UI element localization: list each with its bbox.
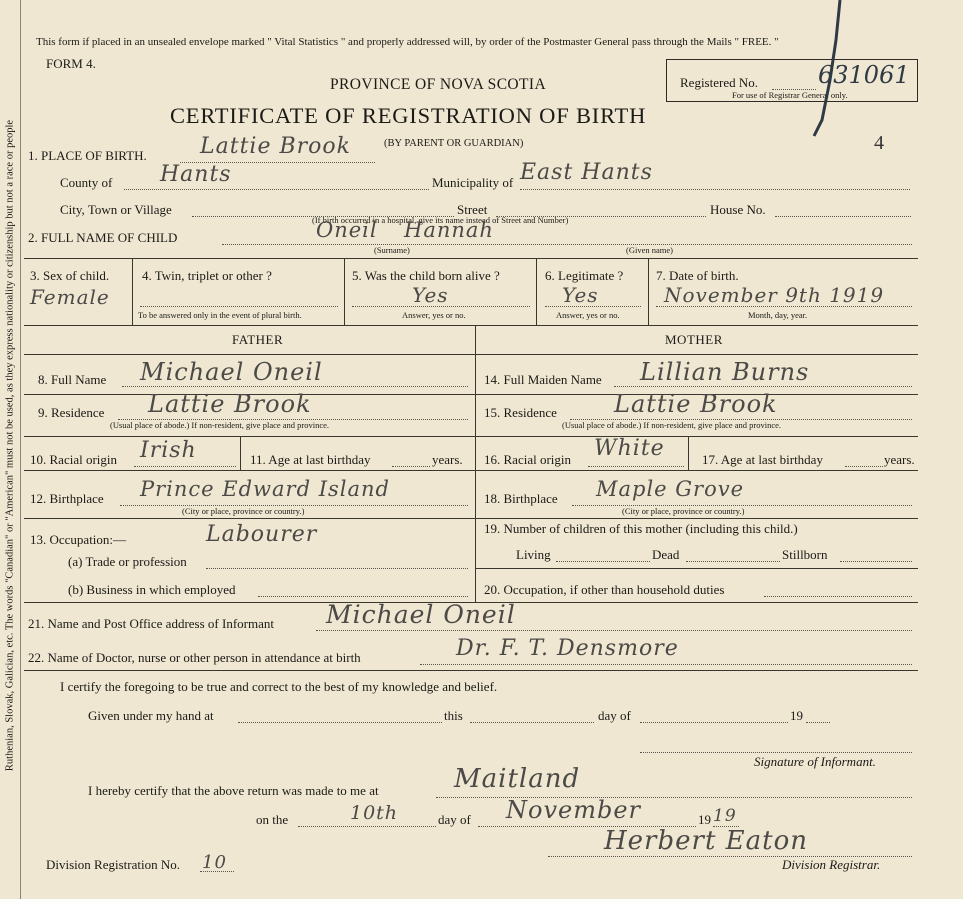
col-rule-4 [648,258,649,325]
registrar-statement: I hereby certify that the above return was made to me at [88,783,379,798]
this-dots [470,722,594,723]
registrar-signature: Herbert Eaton [604,826,808,856]
this-label: this [444,708,463,723]
house-dots [775,216,911,217]
mother-rule-2 [475,436,918,437]
informant-value: Michael Oneil [326,600,516,629]
twin-label: 4. Twin, triplet or other ? [142,268,272,283]
living-dots [556,561,650,562]
stillborn-dots [840,561,912,562]
mail-notice: This form if placed in an unsealed envelope marked " Vital Statistics " and properly addressed will, by order of the Postmaster General pass through the Mails " FREE. " [36,36,779,48]
twin-note: To be answered only in the event of plural birth. [138,310,302,320]
pen-stroke-mark [796,0,856,140]
born-alive-label: 5. Was the child born alive ? [352,268,500,283]
informant-rule [24,670,918,671]
certify-statement: I certify the foregoing to be true and correct to the best of my knowledge and belief. [60,679,498,694]
father-rule-3 [24,470,475,471]
division-registration-no: 10 [202,852,227,873]
mother-racial-dots [588,466,684,467]
col-rule-1 [132,258,133,325]
mother-rule-3 [475,470,918,471]
city-label: City, Town or Village [60,202,172,217]
month-dots [640,722,788,723]
given-place-dots [238,722,442,723]
corner-mark: 4 [874,132,884,154]
mother-name-label: 14. Full Maiden Name [484,372,602,387]
given-under-label: Given under my hand at [88,708,214,723]
county-label: County of [60,175,113,190]
parents-divider [475,325,476,602]
father-residence-note: (Usual place of abode.) If non-resident, give place and province. [110,420,330,430]
row-rule-bottom [24,325,918,326]
municipality-dots [520,189,910,190]
legitimate-label: 6. Legitimate ? [545,268,624,283]
registrar-place: Maitland [454,764,581,794]
mother-occupation-label: 20. Occupation, if other than household duties [484,582,725,597]
given-name-caption: (Given name) [626,245,673,255]
born-alive-note: Answer, yes or no. [402,310,466,320]
mother-rule-5 [475,568,918,569]
mother-age-dots [845,466,883,467]
registrar-use-note: For use of Registrar General only. [732,90,848,100]
street-label: Street [457,202,488,217]
mother-years-label: years. [884,452,915,467]
dead-dots [686,561,780,562]
registered-number: 631061 [818,61,910,89]
child-name-label: 2. FULL NAME OF CHILD [28,230,178,245]
form-number: FORM 4. [46,56,96,71]
row-rule-top [24,258,918,259]
legitimate-value: Yes [562,283,599,307]
sex-value: Female [30,285,110,309]
mother-racial-value: White [594,436,665,461]
father-rule-2 [24,436,475,437]
mother-residence-value: Lattie Brook [614,390,778,418]
surname-caption: (Surname) [374,245,410,255]
twin-dots [140,306,338,307]
parents-head-rule [24,354,918,355]
father-residence-label: 9. Residence [38,405,105,420]
mother-name-value: Lillian Burns [640,358,810,386]
born-alive-value: Yes [412,283,449,307]
father-occupation-value: Labourer [206,522,318,547]
children-count-label: 19. Number of children of this mother (including this child.) [484,521,798,536]
parents-rule-4 [24,518,918,519]
trade-dots [206,568,468,569]
father-heading: FATHER [232,332,284,347]
registered-label: Registered No. [680,75,758,90]
margin-rule [20,0,21,899]
registrar-signature-caption: Division Registrar. [782,857,881,872]
business-label: (b) Business in which employed [68,582,236,597]
informant-signature-dots [640,752,912,753]
registrar-month: November [506,796,642,824]
province-heading: PROVINCE OF NOVA SCOTIA [330,76,547,93]
doctor-dots [420,664,912,665]
father-racial-value: Irish [140,438,197,463]
dob-note: Month, day, year. [748,310,808,320]
registrar-year-suffix: 19 [713,806,737,826]
house-label: House No. [710,202,766,217]
on-the-dots [298,826,436,827]
registrar-year-prefix: 19 [698,812,711,827]
informant-label: 21. Name and Post Office address of Informant [28,616,274,631]
father-age-label: 11. Age at last birthday [250,452,371,467]
registrar-day: 10th [350,802,399,824]
mother-name-dots [614,386,912,387]
county-dots [124,189,429,190]
dead-label: Dead [652,547,680,562]
municipality-label: Municipality of [432,175,514,190]
mother-birthplace-label: 18. Birthplace [484,491,558,506]
mother-heading: MOTHER [665,332,723,347]
county-value: Hants [160,162,232,187]
hospital-note: (If birth occurred in a hospital, give its name instead of Street and Number) [312,215,569,225]
legitimate-note: Answer, yes or no. [556,310,620,320]
year-dots [806,722,830,723]
mother-birthplace-value: Maple Grove [596,477,745,501]
father-name-value: Michael Oneil [140,358,323,386]
place-of-birth-value: Lattie Brook [200,134,351,159]
trade-label: (a) Trade or profession [68,554,187,569]
sex-label: 3. Sex of child. [30,268,110,283]
living-label: Living [516,547,551,562]
date-of-birth-label: 7. Date of birth. [656,268,739,283]
mother-residence-label: 15. Residence [484,405,557,420]
father-birthplace-value: Prince Edward Island [140,477,390,501]
stillborn-label: Stillborn [782,547,828,562]
on-the-label: on the [256,812,289,827]
mother-age-rule [688,436,689,470]
mother-birthplace-note: (City or place, province or country.) [622,506,745,516]
father-occupation-label: 13. Occupation:— [30,532,127,547]
father-birthplace-label: 12. Birthplace [30,491,104,506]
division-registration-label: Division Registration No. [46,857,180,872]
mother-residence-note: (Usual place of abode.) If non-resident, give place and province. [562,420,782,430]
child-surname: Oneil [316,218,378,242]
certificate-title: CERTIFICATE OF REGISTRATION OF BIRTH [170,103,647,128]
municipality-value: East Hants [520,160,653,185]
col-rule-3 [536,258,537,325]
registrar-day-of-label: day of [438,812,471,827]
side-margin-note [0,0,20,899]
mother-racial-label: 16. Racial origin [484,452,572,467]
informant-dots [316,630,912,631]
father-name-label: 8. Full Name [38,372,107,387]
doctor-label: 22. Name of Doctor, nurse or other person in attendance at birth [28,650,361,665]
father-racial-label: 10. Racial origin [30,452,118,467]
col-rule-2 [344,258,345,325]
side-note-text: Ruthenian, Slovak, Galician, etc. The words "Canadian" or "American" must not be used, as they express nationality or citizenship but not a race or people [4,119,16,772]
informant-signature-caption: Signature of Informant. [754,754,876,769]
business-dots [258,596,468,597]
mother-occupation-dots [764,596,912,597]
father-residence-value: Lattie Brook [148,390,312,418]
child-given-name: Hannah [404,218,494,242]
place-of-birth-label: 1. PLACE OF BIRTH. [28,148,147,163]
father-birthplace-note: (City or place, province or country.) [182,506,305,516]
father-name-dots [122,386,468,387]
child-name-dots [222,244,912,245]
year-prefix-label: 19 [790,708,803,723]
parent-guardian-subtitle: (BY PARENT OR GUARDIAN) [384,138,524,149]
date-of-birth-value: November 9th 1919 [664,283,885,307]
father-racial-dots [134,466,236,467]
doctor-value: Dr. F. T. Densmore [456,636,679,661]
father-years-label: years. [432,452,463,467]
father-age-dots [392,466,430,467]
mother-age-label: 17. Age at last birthday [702,452,823,467]
father-age-rule [240,436,241,470]
day-of-label: day of [598,708,631,723]
